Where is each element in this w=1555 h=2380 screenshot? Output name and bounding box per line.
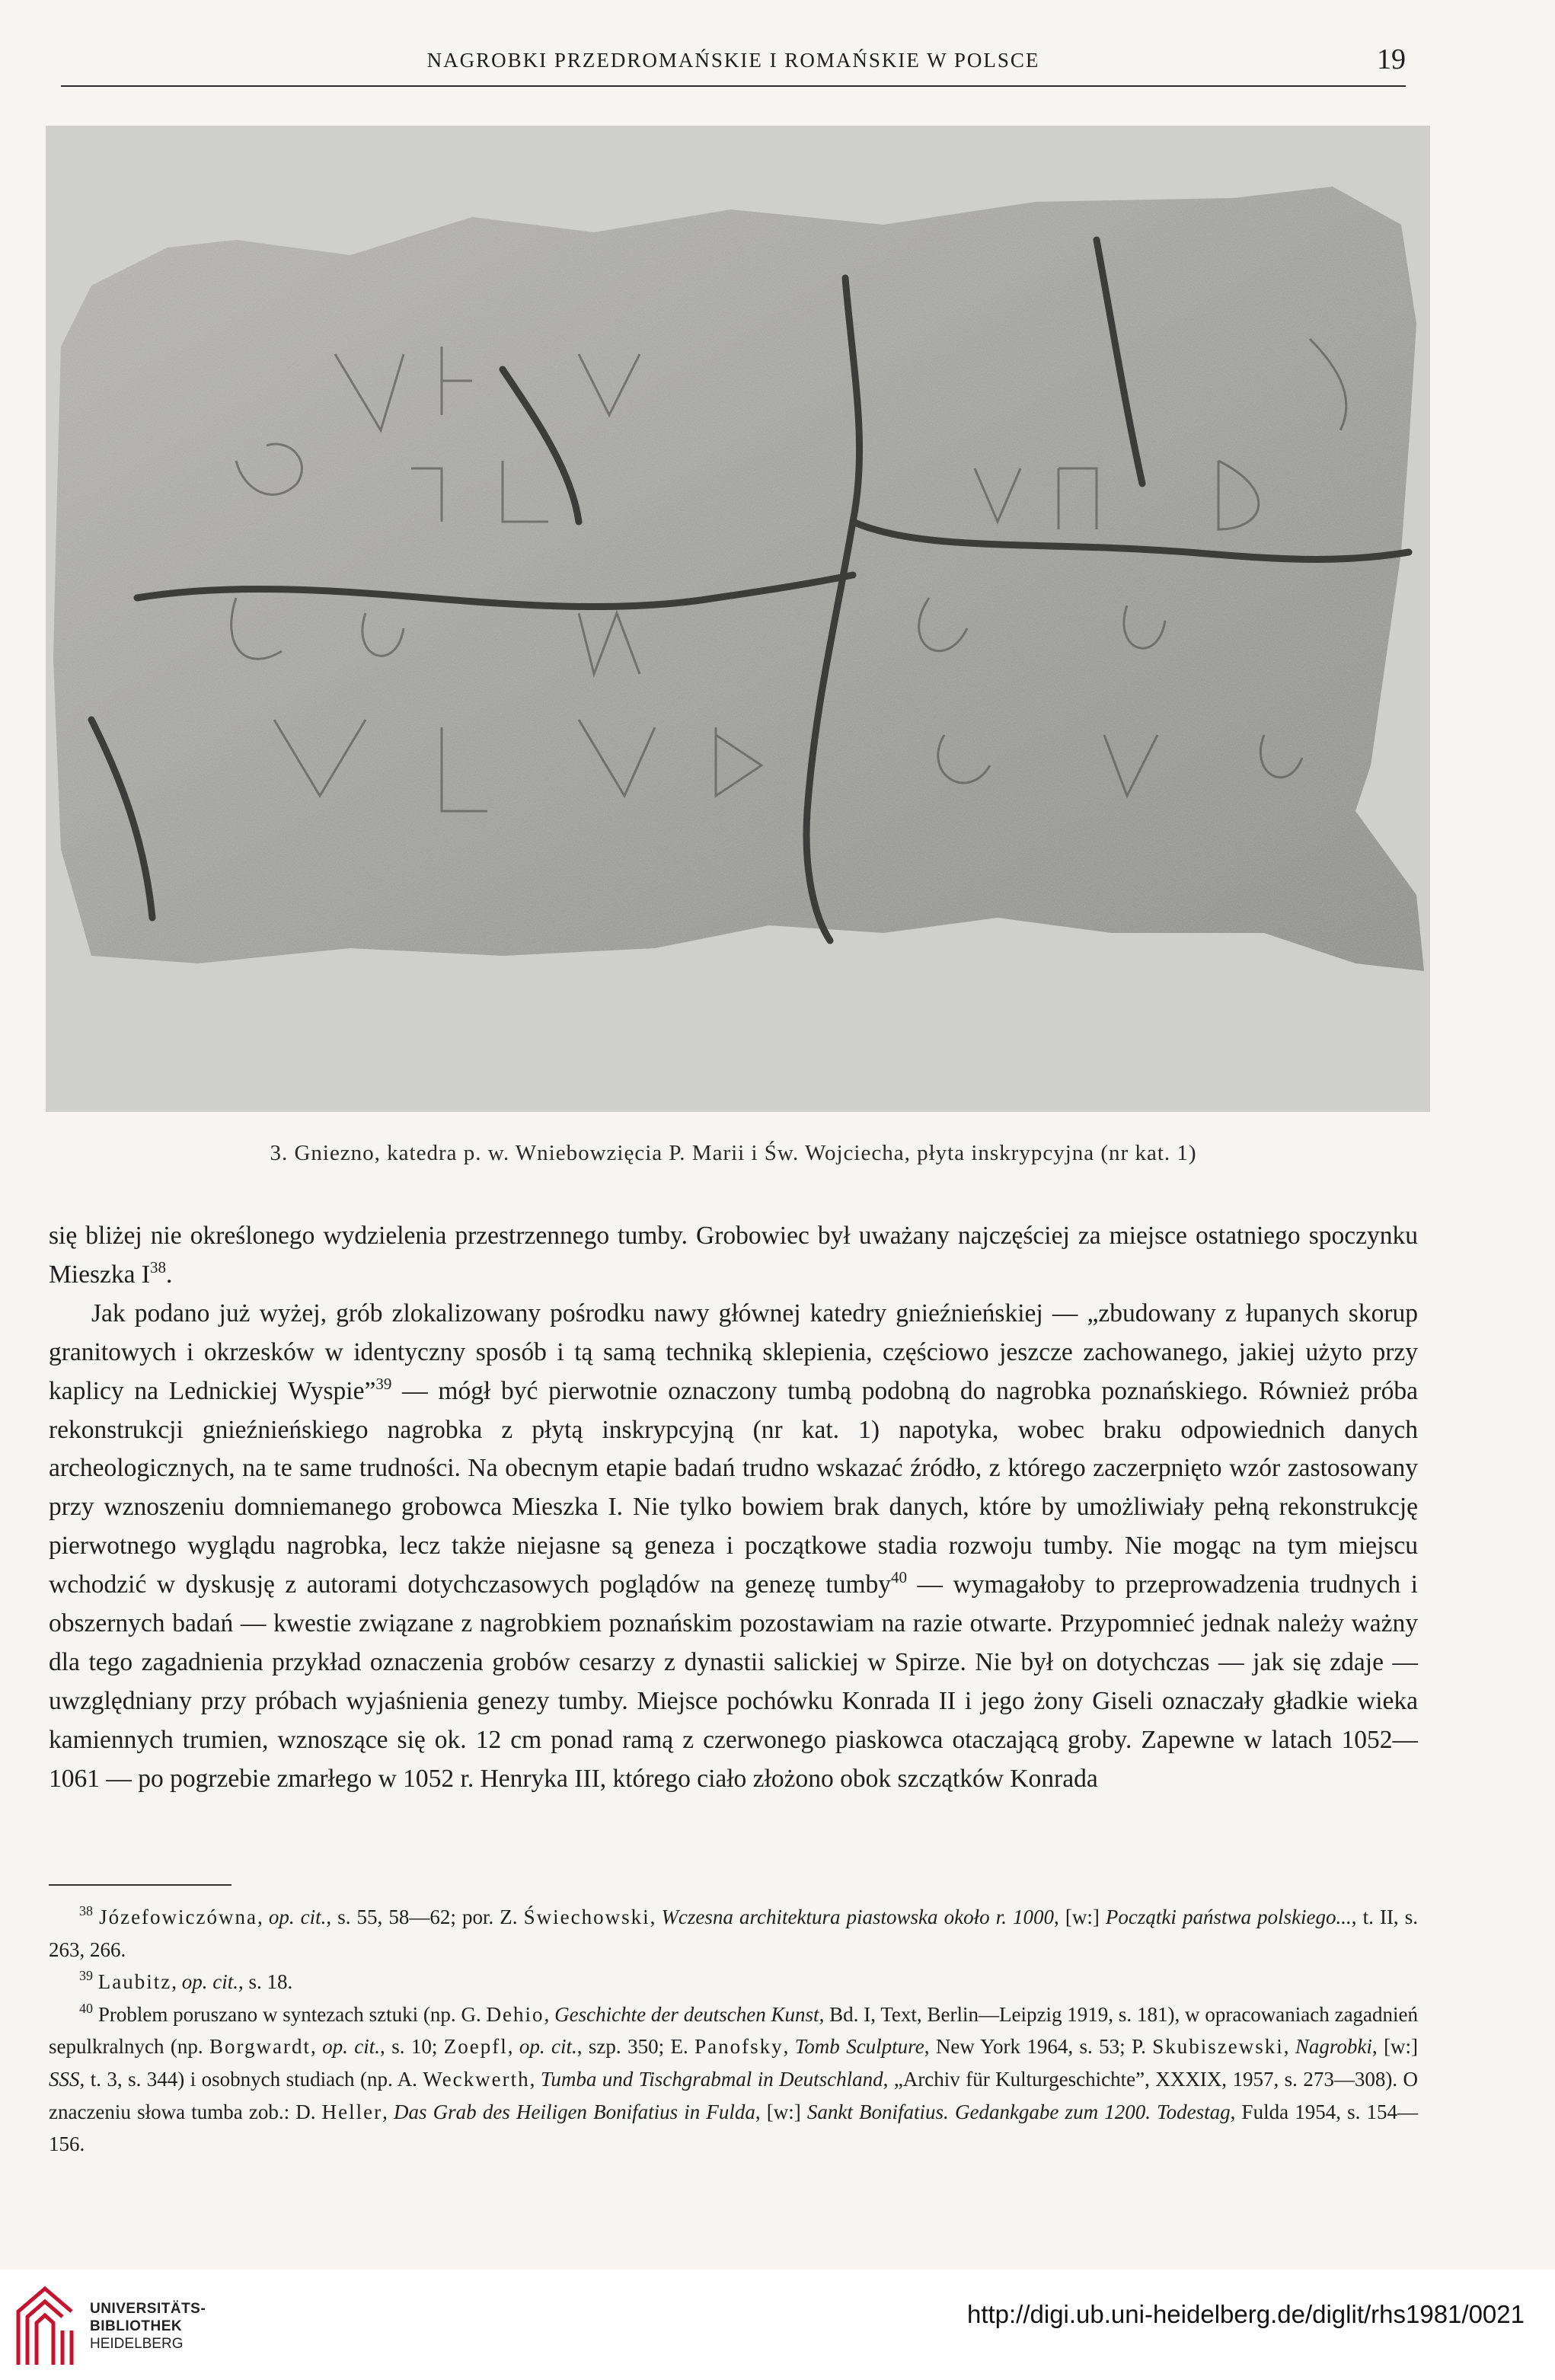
library-name: [90, 2300, 206, 2353]
footnote-citation: op. cit.: [181, 1970, 238, 1994]
footnote-text: ,: [507, 2035, 519, 2059]
footnote-text: Problem poruszano w syntezach sztuki (np. G.: [97, 2002, 487, 2026]
figure-caption: 3. Gniezno, katedra p. w. Wniebowzięcia P. Marii i Św. Wojciecha, płyta inskrypcyjna (nr kat. 1): [270, 1141, 1197, 1165]
footnote-ref-38[interactable]: 38: [150, 1257, 167, 1276]
slab-surface: [53, 187, 1424, 971]
footnote-text: ,: [171, 1970, 182, 1994]
footnote-text: , New York 1964, s. 53; P.: [924, 2035, 1153, 2059]
footnote-text: ,: [382, 2100, 394, 2123]
inscription-slab-photo: [46, 126, 1430, 1112]
paragraph-2-text-c: — wymagałoby to przeprowadzenia trudnych i obszernych badań — kwestie związane z nagrobkiem poznańskim pozostawiam na razie otwarte. Przypomnieć jednak należy ważny dla tego zagadnienia przykład oznaczenia grobów cesarzy z dynastii salickiej w Spirze. Nie był on dotychczas — jak się zdaje — uwzględniany przy próbach wyjaśnienia genezy tumby. Miejsce pochówku Konrada II i jego żony Giseli oznaczały gładkie wieka kamiennych trumien, wznoszące się ok. 12 cm ponad ramą z czerwonego piaskowca otaczającą groby. Zapewne w latach 1052—1061 — po pogrzebie zmarłego w 1052 r. Henryka III, którego ciało złożono obok szczątków Konrada: [49, 1570, 1418, 1793]
footnote-number: 39: [79, 1968, 93, 1984]
footnote-text: , s. 55, 58—62; por. Z.: [326, 1906, 524, 1928]
paragraph-2: [49, 1295, 1418, 1799]
paragraph-1: [49, 1217, 1418, 1295]
footnote-text: ,: [529, 2067, 541, 2091]
footnote-number: 38: [79, 1903, 93, 1918]
footnote-39: [49, 1966, 1418, 1998]
paragraph-1-end: .: [166, 1260, 173, 1289]
footnote-ref-39[interactable]: 39: [375, 1374, 392, 1393]
footnote-text: , Bd. I, Text, Berlin—Leipzig 1919, s. 181), w opracowaniach zagadnień sepulkralnych (np.: [49, 2002, 1419, 2059]
footnote-text: , t. 3, s. 344) i osobnych studiach (np. A.: [79, 2067, 423, 2091]
footnote-author: Zoepfl: [443, 2035, 508, 2059]
footnote-author: Borgwardt: [209, 2035, 311, 2059]
footnote-work-title: Das Grab des Heiligen Bonifatius in Fulda: [394, 2100, 755, 2123]
footnote-citation: op. cit.: [268, 1906, 327, 1928]
footnote-work-title: Sankt Bonifatius. Gedankgabe zum 1200. Todestag: [806, 2100, 1231, 2123]
footnote-author: Panofsky: [694, 2035, 784, 2059]
footnote-work-title: Początki państwa polskiego...: [1105, 1906, 1352, 1928]
footnote-citation: op. cit.: [519, 2035, 577, 2059]
footnote-38: [49, 1901, 1418, 1966]
footnote-author: Skubiszewski: [1152, 2035, 1284, 2059]
footnote-text: ,: [544, 2002, 555, 2026]
footnote-text: , [w:]: [1054, 1906, 1106, 1928]
footnote-author: Świechowski: [523, 1906, 650, 1928]
page-header: [61, 43, 1406, 87]
footnote-text: , „Archiv für Kulturgeschichte”, XXXIX, 1957, s. 273—308). O znaczeniu słowa tumba zob.: D.: [49, 2067, 1419, 2123]
library-name-line-3: HEIDELBERG: [90, 2336, 184, 2352]
footnote-author: Laubitz: [97, 1970, 172, 1994]
footnote-text: ,: [257, 1906, 269, 1928]
footnote-work-title: Tomb Sculpture: [794, 2035, 924, 2059]
footnote-text: ,: [1283, 2035, 1295, 2059]
library-name-line-2: BIBLIOTHEK: [90, 2318, 183, 2334]
paragraph-2-text-b: — mógł być pierwotnie oznaczony tumbą podobną do nagrobka poznańskiego. Również próba rekonstrukcji gnieźnieńskiego nagrobka z płytą inskrypcyjną (nr kat. 1) napotyka, wobec braku odpowiednich danych archeologicznych, na te same trudności. Na obecnym etapie badań trudno wskazać źródło, z którego zaczerpnięto wzór zastosowany przy wznoszeniu domniemanego grobowca Mieszka I. Nie tylko bowiem brak danych, które by umożliwiały pełną rekonstrukcję pierwotnego wyglądu nagrobka, lecz także niejasne są geneza i początkowe stadia rozwoju tumby. Nie mogąc na tym miejscu wchodzić w dyskusję z autorami dotychczasowych poglądów na genezę tumby: [49, 1376, 1418, 1599]
footnote-work-title: Tumba und Tischgrabmal in Deutschland: [540, 2067, 883, 2091]
footnote-author: Dehio: [486, 2002, 544, 2026]
footnote-author: Józefowiczówna: [99, 1906, 257, 1928]
footnote-ref-40[interactable]: 40: [891, 1568, 908, 1587]
footnotes: [49, 1901, 1418, 2161]
footnote-text: , s. 18.: [238, 1970, 293, 1994]
footnote-work-title: Wczesna architektura piastowska około r. 1000: [661, 1906, 1055, 1928]
footnote-number: 40: [79, 2000, 93, 2016]
footnote-text: , [w:]: [755, 2100, 807, 2123]
library-name-line-1: UNIVERSITÄTS-: [90, 2301, 206, 2317]
footnote-citation: op. cit.: [322, 2035, 381, 2059]
running-title: NAGROBKI PRZEDROMAŃSKIE I ROMAŃSKIE W POLSCE: [426, 49, 1040, 72]
paragraph-1-text: się bliżej nie określonego wydzielenia przestrzennego tumby. Grobowiec był uważany najczęściej za miejsce ostatniego spoczynku Mieszka I: [49, 1222, 1418, 1289]
footnote-text: , t. II, s. 263, 266.: [49, 1906, 1419, 1961]
page-number: 19: [1377, 43, 1406, 75]
footnote-text: , szp. 350; E.: [576, 2035, 695, 2059]
permalink-url[interactable]: http://digi.ub.uni-heidelberg.de/diglit/rhs1981/0021: [966, 2300, 1525, 2328]
stone-slab-image: [46, 126, 1430, 1112]
paragraph-2-text-a: Jak podano już wyżej, grób zlokalizowany pośrodku nawy głównej katedry gnieźnieńskiej — „zbudowany z łupanych skorup granitowych i okrzesków w identyczny sposób i tą samą techniką sklepienia, częściowo jeszcze zachowanego, jakiej użyto przy kaplicy na Lednickiej Wyspie”: [49, 1299, 1418, 1405]
footnote-author: Heller: [321, 2100, 383, 2123]
footnote-text: , s. 10;: [380, 2035, 444, 2059]
footnote-text: ,: [311, 2035, 323, 2059]
footnote-divider: [49, 1884, 231, 1886]
university-library-logo-icon[interactable]: [11, 2285, 79, 2369]
footnote-text: ,: [650, 1906, 662, 1928]
footnote-text: , [w:]: [1371, 2035, 1419, 2059]
footnote-text: , Fulda 1954, s. 154—156.: [49, 2100, 1419, 2156]
body-text: [49, 1217, 1418, 1799]
footnote-40: [49, 1998, 1418, 2161]
footnote-work-title: Geschichte der deutschen Kunst: [554, 2002, 819, 2026]
footnote-work-title: SSS: [49, 2067, 80, 2091]
footnote-text: ,: [783, 2035, 795, 2059]
footnote-work-title: Nagrobki: [1295, 2035, 1372, 2059]
footnote-author: Weckwerth: [423, 2067, 530, 2091]
digitization-footer: [0, 2270, 1555, 2380]
